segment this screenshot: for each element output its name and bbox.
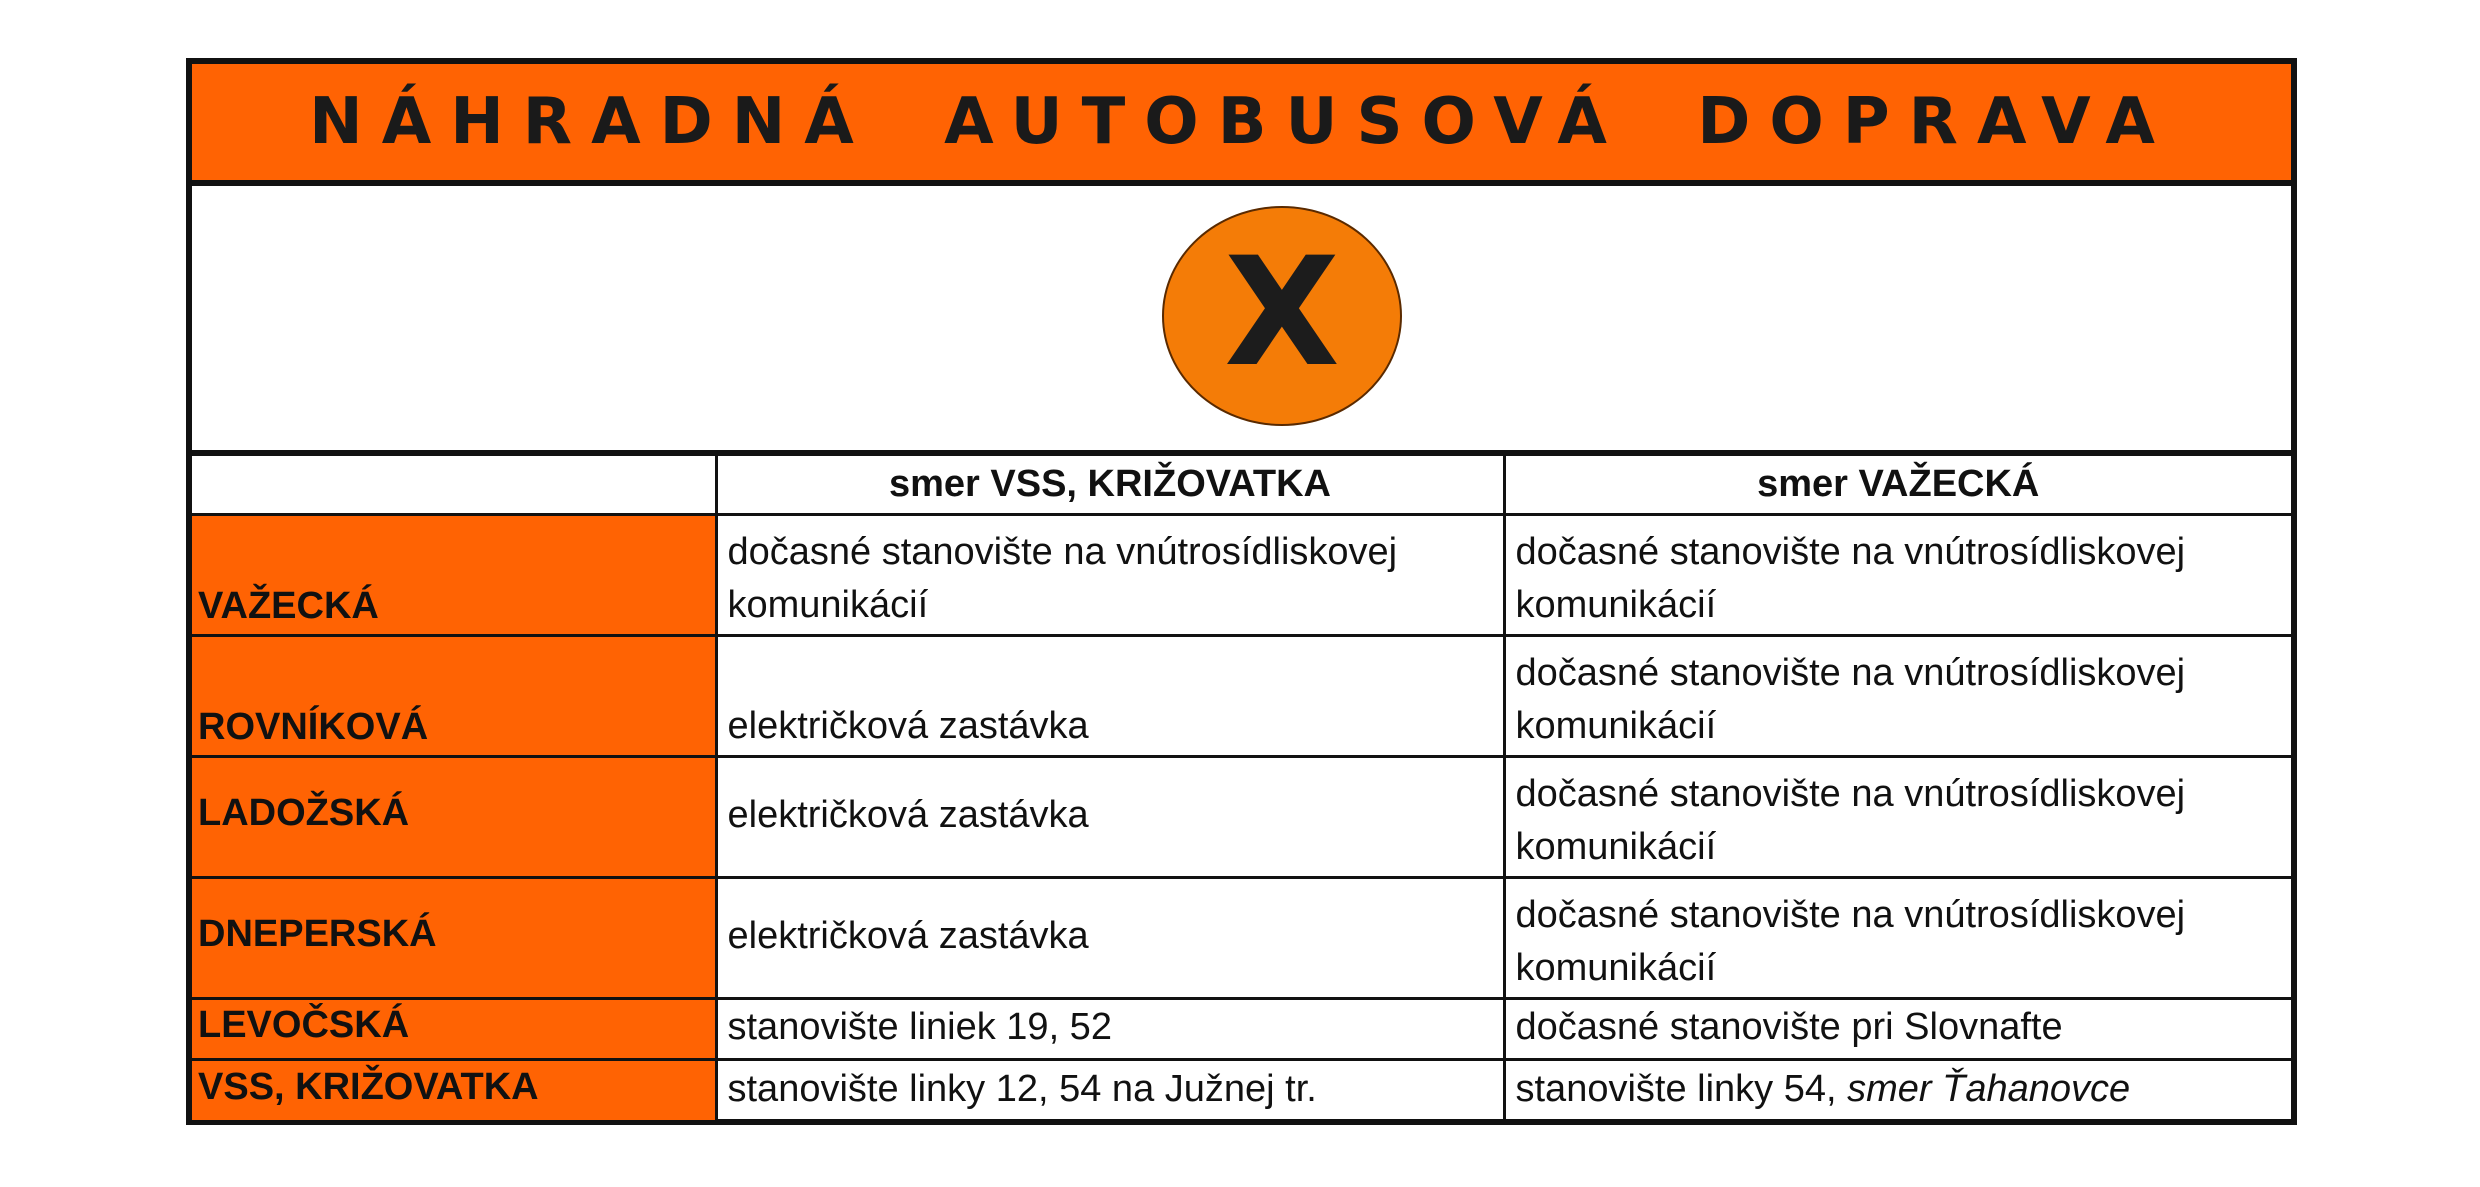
line-badge-label: X [1224,226,1340,400]
table-row [192,635,2291,756]
banner [192,64,2291,186]
stop-direction-b: dočasné stanovište na vnútrosídliskovej komunikácií [1504,756,2291,877]
stop-name: LADOŽSKÁ [192,756,716,877]
table-header-row [192,456,2291,514]
header-direction-a: smer VSS, KRIŽOVATKA [716,456,1504,514]
stop-name: ROVNÍKOVÁ [192,635,716,756]
stop-direction-a: stanovište linky 12, 54 na Južnej tr. [716,1059,1504,1120]
table-row [192,1059,2291,1120]
stop-name: VSS, KRIŽOVATKA [192,1059,716,1120]
table-row [192,514,2291,635]
stop-direction-a: električková zastávka [716,877,1504,998]
table-row [192,877,2291,998]
stop-direction-b: dočasné stanovište na vnútrosídliskovej komunikácií [1504,514,2291,635]
table-row [192,756,2291,877]
stop-direction-b: dočasné stanovište pri Slovnafte [1504,998,2291,1059]
banner-title: NÁHRADNÁ AUTOBUSOVÁ DOPRAVA [309,85,2174,159]
line-badge [1162,206,1402,426]
stop-direction-b: dočasné stanovište na vnútrosídliskovej komunikácií [1504,635,2291,756]
stop-direction-b: dočasné stanovište na vnútrosídliskovej komunikácií [1504,877,2291,998]
stops-table [192,456,2291,1120]
header-stop [192,456,716,514]
stop-direction-a: električková zastávka [716,756,1504,877]
stop-name: VAŽECKÁ [192,514,716,635]
stop-direction-b-text: stanovište linky 54, [1515,1067,1848,1110]
stop-direction-a: električková zastávka [716,635,1504,756]
stop-direction-b-italic: smer Ťahanovce [1847,1067,2131,1110]
stop-direction-b [1504,1059,2291,1120]
notice-sheet [186,58,2297,1125]
stop-name: DNEPERSKÁ [192,877,716,998]
stop-name: LEVOČSKÁ [192,998,716,1059]
line-badge-area [192,186,2291,456]
header-direction-b: smer VAŽECKÁ [1504,456,2291,514]
stop-direction-a: dočasné stanovište na vnútrosídliskovej komunikácií [716,514,1504,635]
stop-direction-a: stanovište liniek 19, 52 [716,998,1504,1059]
table-row [192,998,2291,1059]
